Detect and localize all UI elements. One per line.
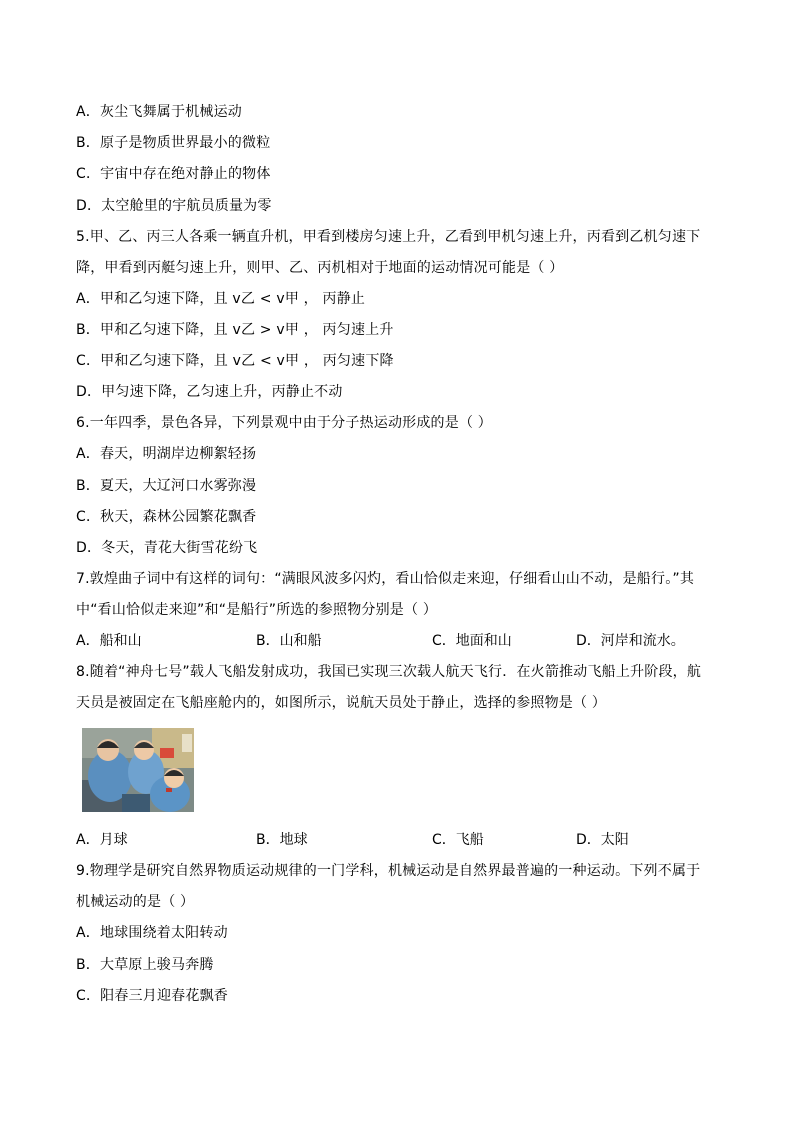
q7-option-b: B．山和船 xyxy=(256,633,322,649)
astronauts-photo xyxy=(82,728,194,812)
q4-option-b: B．原子是物质世界最小的微粒 xyxy=(76,135,271,151)
q4-option-c: C．宇宙中存在绝对静止的物体 xyxy=(76,166,271,182)
q6-option-c: C．秋天，森林公园繁花飘香 xyxy=(76,509,257,525)
q7-option-c: C．地面和山 xyxy=(432,633,512,649)
q5-option-b: B．甲和乙匀速下降，且 v乙 > v甲 ， 丙匀速上升 xyxy=(76,322,394,338)
q5-option-a: A．甲和乙匀速下降，且 v乙 < v甲 ， 丙静止 xyxy=(76,291,366,307)
q4-option-a: A．灰尘飞舞属于机械运动 xyxy=(76,104,242,120)
q8-stem-line2: 天员是被固定在飞船座舱内的，如图所示，说航天员处于静止，选择的参照物是（ ） xyxy=(76,695,607,711)
q7-stem-line1: 7.敦煌曲子词中有这样的词句：“满眼风波多闪灼，看山恰似走来迎，仔细看山山不动，是船行。”其 xyxy=(76,571,695,587)
q9-option-c: C．阳春三月迎春花飘香 xyxy=(76,988,228,1004)
astronauts-photo-drawing xyxy=(82,728,194,812)
q4-option-d: D．太空舱里的宇航员质量为零 xyxy=(76,198,272,214)
q7-option-d: D．河岸和流水。 xyxy=(576,633,685,649)
q5-option-d: D．甲匀速下降，乙匀速上升，丙静止不动 xyxy=(76,384,343,400)
q6-option-d: D．冬天，青花大街雪花纷飞 xyxy=(76,540,258,556)
q6-stem: 6.一年四季，景色各异，下列景观中由于分子热运动形成的是（ ） xyxy=(76,415,493,431)
q8-stem-line1: 8.随着“神舟七号”载人飞船发射成功，我国已实现三次载人航天飞行．在火箭推动飞船上升阶段，航 xyxy=(76,664,702,680)
q5-stem-line1: 5.甲、乙、丙三人各乘一辆直升机，甲看到楼房匀速上升，乙看到甲机匀速上升，丙看到乙机匀速下 xyxy=(76,229,701,245)
q6-option-a: A．春天，明湖岸边柳絮轻扬 xyxy=(76,446,257,462)
q8-option-d: D．太阳 xyxy=(576,832,629,848)
q8-option-a: A．月球 xyxy=(76,832,128,848)
q7-stem-line2: 中“看山恰似走来迎”和“是船行”所选的参照物分别是（ ） xyxy=(76,602,438,618)
q9-option-a: A．地球围绕着太阳转动 xyxy=(76,925,228,941)
q5-option-c: C．甲和乙匀速下降，且 v乙 < v甲 ， 丙匀速下降 xyxy=(76,353,394,369)
q6-option-b: B．夏天，大辽河口水雾弥漫 xyxy=(76,478,257,494)
q9-option-b: B．大草原上骏马奔腾 xyxy=(76,957,214,973)
q9-stem-line2: 机械运动的是（ ） xyxy=(76,894,195,910)
q7-option-a: A．船和山 xyxy=(76,633,142,649)
q5-stem-line2: 降，甲看到丙艇匀速上升，则甲、乙、丙机相对于地面的运动情况可能是（ ） xyxy=(76,260,564,276)
q8-option-b: B．地球 xyxy=(256,832,308,848)
q9-stem-line1: 9.物理学是研究自然界物质运动规律的一门学科，机械运动是自然界最普遍的一种运动。下列不属于 xyxy=(76,863,701,879)
q8-option-c: C．飞船 xyxy=(432,832,484,848)
